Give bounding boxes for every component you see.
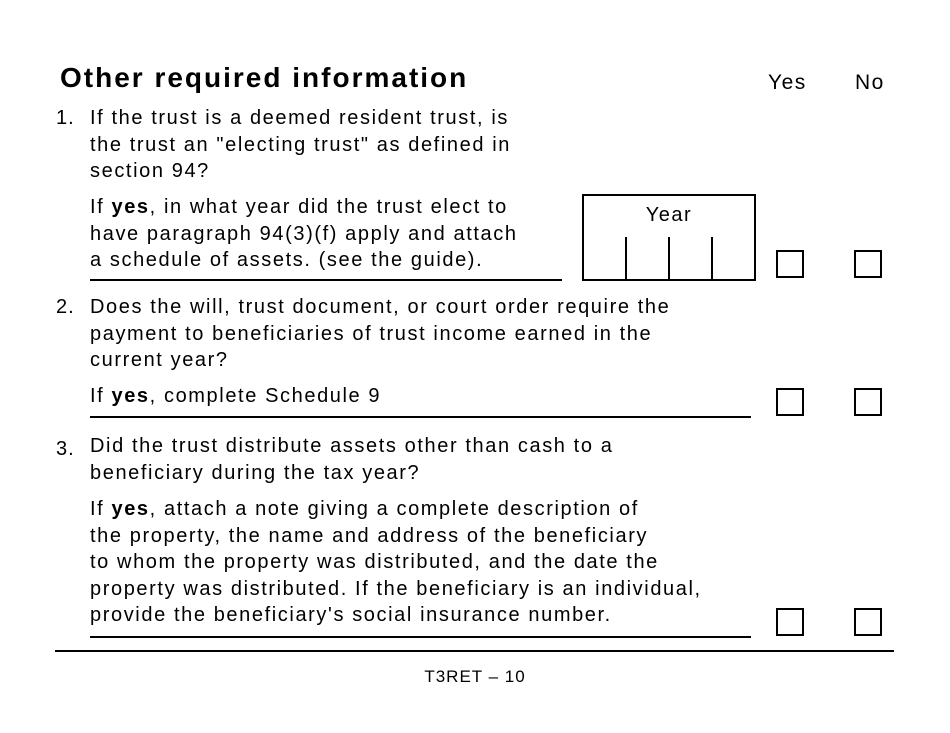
followup-bold: yes — [111, 498, 150, 520]
question-1-line: If the trust is a deemed resident trust, is — [90, 107, 509, 129]
question-1-no-checkbox[interactable] — [854, 250, 882, 278]
year-digit-divider — [711, 237, 713, 281]
followup-prefix: If — [90, 196, 112, 218]
question-2-number: 2. — [56, 296, 75, 318]
question-2-followup — [90, 383, 381, 410]
followup-line: to whom the property was distributed, and the date the — [90, 551, 659, 573]
question-3-text — [90, 433, 613, 486]
question-2-text — [90, 294, 670, 374]
question-1-underline — [90, 279, 562, 281]
question-1-line: section 94? — [90, 160, 210, 182]
question-1-line: the trust an "electing trust" as defined in — [90, 133, 511, 156]
year-entry-box[interactable] — [582, 194, 756, 281]
question-2-line: current year? — [90, 349, 229, 371]
question-3-no-checkbox[interactable] — [854, 608, 882, 636]
year-digit-divider — [625, 237, 627, 281]
question-2-line: payment to beneficiaries of trust income earned in the — [90, 322, 653, 345]
followup-line: provide the beneficiary's social insurance number. — [90, 604, 612, 626]
followup-line: , in what year did the trust elect to — [149, 196, 508, 218]
section-title: Other required information — [60, 62, 469, 93]
no-column-header: No — [855, 71, 885, 94]
question-3-yes-checkbox[interactable] — [776, 608, 804, 636]
followup-prefix: If — [90, 385, 112, 407]
section-bottom-rule — [55, 650, 894, 652]
question-1-text — [90, 105, 511, 185]
question-1-yes-checkbox[interactable] — [776, 250, 804, 278]
question-3-number: 3. — [56, 438, 75, 460]
yes-column-header: Yes — [768, 71, 807, 94]
question-2-line: Does the will, trust document, or court order require the — [90, 296, 671, 318]
question-3-line: Did the trust distribute assets other than cash to a — [90, 435, 614, 457]
question-3-underline — [90, 636, 751, 638]
question-2-yes-checkbox[interactable] — [776, 388, 804, 416]
followup-line: , complete Schedule 9 — [149, 385, 382, 407]
followup-bold: yes — [111, 385, 150, 407]
question-1-number: 1. — [56, 107, 75, 129]
question-2-no-checkbox[interactable] — [854, 388, 882, 416]
followup-line: property was distributed. If the beneficiary is an individual, — [90, 577, 702, 600]
followup-line: a schedule of assets. (see the guide). — [90, 249, 484, 271]
question-1-followup — [90, 194, 518, 274]
year-digit-divider — [668, 237, 670, 281]
question-3-followup — [90, 496, 702, 629]
page-footer: T3RET – 10 — [424, 667, 526, 686]
followup-line: , attach a note giving a complete description of — [149, 498, 639, 520]
followup-line: the property, the name and address of the beneficiary — [90, 524, 649, 547]
question-2-underline — [90, 416, 751, 418]
followup-line: have paragraph 94(3)(f) apply and attach — [90, 222, 518, 245]
year-label: Year — [645, 204, 693, 226]
question-3-line: beneficiary during the tax year? — [90, 461, 421, 484]
followup-prefix: If — [90, 498, 112, 520]
followup-bold: yes — [111, 196, 150, 218]
